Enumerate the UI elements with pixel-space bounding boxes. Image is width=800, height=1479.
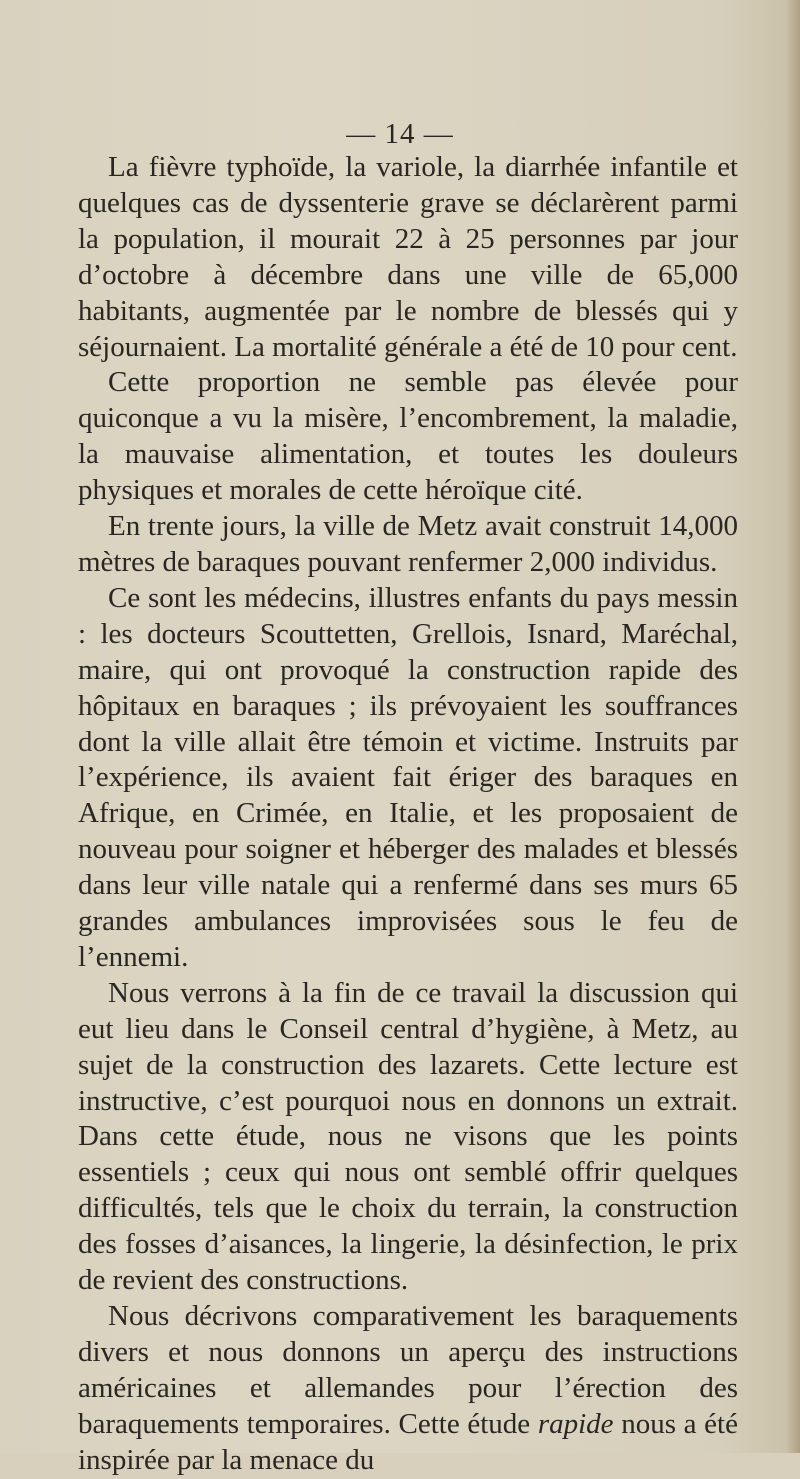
paragraph-6: [78, 1299, 738, 1479]
paragraph-6-start: Nous décrivons comparativement les baraquements divers et nous donnons un aperçu des instructions américaines et allemandes pour l’érection des baraquements temporaires. Cette étude: [78, 1300, 738, 1440]
paragraph-4: Ce sont les médecins, illustres enfants du pays messin : les docteurs Scouttetten, Grellois, Isnard, Maréchal, maire, qui ont provoqué la construction rapide des hôpitaux en baraques ; ils prévoyaient les souffrances dont la ville allait être témoin et victime. Instruits par l’expérience, ils avaient fait ériger des baraques en Afrique, en Crimée, en Italie, et les proposaient de nouveau pour soigner et héberger des malades et blessés dans leur ville natale qui a renfermé dans ses murs 65 grandes ambulances improvisées sous le feu de l’ennemi.: [78, 581, 738, 973]
paragraph-6-end: nous a été inspirée par la menace du: [78, 1407, 738, 1476]
paragraph-5: Nous verrons à la fin de ce travail la discussion qui eut lieu dans le Conseil central d’hygiène, à Metz, au sujet de la construction des lazarets. Cette lecture est instructive, c’est pourquoi nous en donnons un extrait. Dans cette étude, nous ne visons que les points essentiels ; ceux qui nous ont semblé offrir quelques difficultés, tels que le choix du terrain, la construction des fosses d’aisances, la lingerie, la désinfection, le prix de revient des constructions.: [78, 976, 738, 1297]
page-number: — 14 —: [346, 118, 454, 150]
paragraph-3: En trente jours, la ville de Metz avait construit 14,000 mètres de baraques pouvant renfermer 2,000 individus.: [78, 510, 738, 578]
paragraph-2: Cette proportion ne semble pas élevée pour quiconque a vu la misère, l’encombrement, la maladie, la mauvaise alimentation, et toutes les douleurs physiques et morales de cette héroïque cité.: [78, 366, 738, 507]
body-text: [78, 150, 738, 1479]
page-edge-shadow: [786, 0, 800, 1453]
italic-word: rapide: [537, 1407, 614, 1440]
paragraph-1: La fièvre typhoïde, la variole, la diarrhée infantile et quelques cas de dyssenterie grave se déclarèrent parmi la population, il mourait 22 à 25 personnes par jour d’octobre à décembre dans une ville de 65,000 habitants, augmentée par le nombre de blessés qui y séjournaient. La mortalité générale a été de 10 pour cent.: [78, 151, 738, 363]
